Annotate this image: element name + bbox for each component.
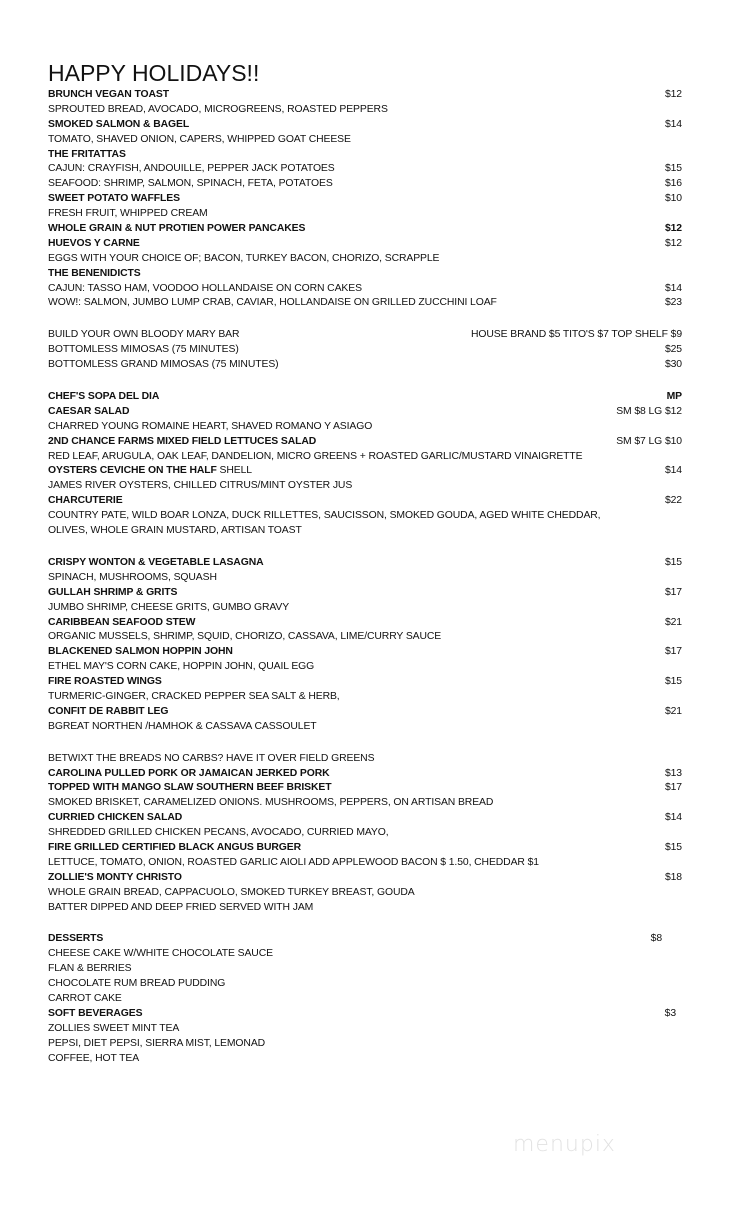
menu-item-heading [48, 675, 682, 690]
item-label-text: WOW!: SALMON, JUMBO LUMP CRAB, CAVIAR, HOLLANDAISE ON GRILLED ZUCCHINI LOAF [48, 297, 497, 309]
item-label [48, 871, 182, 886]
item-label-text: COUNTRY PATE, WILD BOAR LONZA, DUCK RILLETTES, SAUCISSON, SMOKED GOUDA, AGED WHITE CHEDDAR, [48, 510, 601, 522]
item-label [48, 328, 239, 343]
item-label [48, 252, 439, 267]
item-label-text: ZOLLIES SWEET MINT TEA [48, 1022, 180, 1034]
item-label [48, 479, 352, 494]
menu-item-heading [48, 237, 682, 252]
item-label-text: BUILD YOUR OWN BLOODY MARY BAR [48, 329, 240, 341]
item-label-text: BATTER DIPPED AND DEEP FRIED SERVED WITH JAM [48, 901, 314, 913]
menu-item-description [48, 133, 682, 148]
menu-section [48, 752, 682, 916]
item-price: $25 [664, 344, 682, 356]
item-label-text: BOTTOMLESS MIMOSAS (75 MINUTES) [48, 344, 239, 356]
item-label [48, 705, 168, 720]
item-price: $10 [664, 193, 682, 205]
item-price: $16 [664, 178, 682, 190]
item-label [48, 886, 415, 901]
item-label-text: CRISPY WONTON & VEGETABLE LASAGNA [48, 556, 264, 568]
item-price: $23 [664, 297, 682, 309]
item-label-text: CARIBBEAN SEAFOOD STEW [48, 616, 196, 628]
item-label [48, 720, 317, 735]
menu-item-heading [48, 390, 682, 405]
menu-item-description [48, 690, 682, 705]
item-label [48, 556, 264, 571]
menu-item-heading [48, 494, 682, 509]
item-label-text: CONFIT DE RABBIT LEG [48, 705, 169, 717]
menu-item-description [48, 1022, 682, 1037]
menu-item-description [48, 252, 682, 267]
item-label [48, 645, 233, 660]
menu-item-heading [48, 871, 682, 886]
item-label [48, 616, 195, 631]
item-price: $17 [664, 586, 682, 598]
item-label-text: SWEET POTATO WAFFLES [48, 193, 180, 205]
item-label [48, 177, 333, 192]
item-label [48, 932, 103, 947]
item-label-text: DESSERTS [48, 933, 104, 945]
section-divider-space [48, 373, 682, 390]
item-label [48, 660, 314, 675]
menu-item-description [48, 282, 682, 297]
item-label [48, 282, 362, 297]
item-price: $30 [664, 359, 682, 371]
item-label-text: SMOKED SALMON & BAGEL [48, 118, 190, 130]
menu-title: HAPPY HOLIDAYS!! [48, 60, 260, 86]
menu-item-heading [48, 88, 682, 103]
item-label [48, 222, 305, 237]
menu-item-description [48, 509, 682, 524]
menu-item-description [48, 358, 682, 373]
item-label [48, 450, 583, 465]
item-label [48, 601, 289, 616]
item-label [48, 1022, 179, 1037]
menu-item-description [48, 177, 682, 192]
item-label [48, 103, 388, 118]
item-label [48, 133, 351, 148]
item-label [48, 1037, 265, 1052]
item-label-text: FLAN & BERRIES [48, 963, 132, 975]
section-divider-space [48, 311, 682, 328]
menu-item-description [48, 720, 682, 735]
item-label [48, 509, 600, 524]
item-label [48, 841, 301, 856]
item-label-text: FRESH FRUIT, WHIPPED CREAM [48, 208, 208, 220]
menu-item-heading [48, 705, 682, 720]
menu-section [48, 390, 682, 539]
item-label-text: CURRIED CHICKEN SALAD [48, 812, 183, 824]
item-price: $21 [664, 705, 682, 717]
item-label-text: BOTTOMLESS GRAND MIMOSAS (75 MINUTES) [48, 359, 279, 371]
menu-item-description [48, 479, 682, 494]
menu-item-heading [48, 148, 682, 163]
item-label [48, 796, 493, 811]
menu-item-description [48, 977, 682, 992]
item-label-text: RED LEAF, ARUGULA, OAK LEAF, DANDELION, MICRO GREENS + ROASTED GARLIC/MUSTARD VINAIGRETTE [48, 450, 583, 462]
item-label [48, 207, 208, 222]
menu-item-description [48, 630, 682, 645]
item-label [48, 88, 169, 103]
menu-item-heading [48, 767, 682, 782]
section-divider-space [48, 539, 682, 556]
item-price: $14 [664, 465, 682, 477]
menu-item-heading [48, 556, 682, 571]
item-price: $14 [664, 812, 682, 824]
item-label [48, 811, 182, 826]
item-label-text: CAESAR SALAD [48, 405, 130, 417]
item-label [48, 464, 252, 479]
item-label-text: CAJUN: TASSO HAM, VOODOO HOLLANDAISE ON CORN CAKES [48, 282, 362, 294]
item-label-text: TURMERIC-GINGER, CRACKED PEPPER SEA SALT & HERB, [48, 690, 340, 702]
item-label-text: SEAFOOD: SHRIMP, SALMON, SPINACH, FETA, POTATOES [48, 178, 333, 190]
item-label-text: 2ND CHANCE FARMS MIXED FIELD LETTUCES SALAD [48, 435, 317, 447]
item-label [48, 118, 189, 133]
item-label-text: CHOCOLATE RUM BREAD PUDDING [48, 978, 226, 990]
menu-item-heading [48, 1007, 682, 1022]
item-label [48, 767, 330, 782]
item-price: $12 [664, 89, 682, 100]
item-label-text: SPINACH, MUSHROOMS, SQUASH [48, 571, 217, 583]
item-label [48, 901, 313, 916]
item-price: $13 [664, 767, 682, 779]
menu-sections [48, 88, 682, 1066]
item-label-text: FIRE GRILLED CERTIFIED BLACK ANGUS BURGER [48, 841, 301, 853]
item-label [48, 781, 331, 796]
item-label [48, 947, 273, 962]
item-label-text: CHARCUTERIE [48, 495, 123, 507]
menu-item-heading [48, 586, 682, 601]
item-label-text: JAMES RIVER OYSTERS, CHILLED CITRUS/MINT OYSTER JUS [48, 480, 353, 492]
item-label [48, 992, 122, 1007]
item-label-text: OLIVES, WHOLE GRAIN MUSTARD, ARTISAN TOAST [48, 525, 302, 537]
menu-item-description [48, 296, 682, 311]
menu-item-description [48, 207, 682, 222]
menu-item-description [48, 796, 682, 811]
item-label-text: SPROUTED BREAD, AVOCADO, MICROGREENS, ROASTED PEPPERS [48, 103, 388, 115]
menu-item-description [48, 571, 682, 586]
item-label-text: WHOLE GRAIN BREAD, CAPPACUOLO, SMOKED TURKEY BREAST, GOUDA [48, 886, 415, 898]
item-label-text: OYSTERS CEVICHE ON THE HALF [48, 465, 217, 477]
item-price: $3 [664, 1007, 676, 1019]
menu-item-heading [48, 405, 682, 420]
item-price: $21 [664, 616, 682, 628]
item-label-text: BGREAT NORTHEN /HAMHOK & CASSAVA CASSOULET [48, 720, 317, 732]
menu-item-heading [48, 464, 682, 479]
item-price: $15 [664, 163, 682, 175]
menu-item-heading [48, 118, 682, 133]
menu-item-description [48, 162, 682, 177]
item-label [48, 192, 180, 207]
item-label [48, 162, 335, 177]
item-label [48, 856, 539, 871]
item-label-text: SHREDDED GRILLED CHICKEN PECANS, AVOCADO, CURRIED MAYO, [48, 827, 389, 839]
section-divider-space [48, 915, 682, 932]
menu-item-description [48, 660, 682, 675]
item-label [48, 405, 129, 420]
menu-section [48, 556, 682, 735]
item-label [48, 571, 217, 586]
item-label [48, 148, 126, 163]
menu-section [48, 88, 682, 311]
item-label [48, 296, 497, 311]
menu-item-heading [48, 645, 682, 660]
item-label-text: PEPSI, DIET PEPSI, SIERRA MIST, LEMONAD [48, 1037, 266, 1049]
menu-item-heading [48, 811, 682, 826]
item-label [48, 420, 372, 435]
menu-item-description [48, 901, 682, 916]
item-label [48, 752, 374, 767]
item-label [48, 826, 389, 841]
item-label [48, 962, 131, 977]
item-label-text: CARROT CAKE [48, 992, 122, 1004]
menu-item-description [48, 947, 682, 962]
item-price: $15 [664, 556, 682, 568]
section-divider-space [48, 735, 682, 752]
item-label-text: BLACKENED SALMON HOPPIN JOHN [48, 646, 233, 658]
menu-item-heading [48, 841, 682, 856]
menu-item-heading [48, 616, 682, 631]
item-label-text: FIRE ROASTED WINGS [48, 676, 162, 688]
item-label [48, 675, 162, 690]
menu-item-description [48, 601, 682, 616]
item-price: HOUSE BRAND $5 TITO'S $7 TOP SHELF $9 [471, 329, 682, 341]
item-price: $17 [664, 646, 682, 658]
menu-item-description [48, 992, 682, 1007]
item-label [48, 358, 279, 373]
item-label-text: TOPPED WITH MANGO SLAW SOUTHERN BEEF BRISKET [48, 782, 332, 794]
menu-item-description [48, 962, 682, 977]
item-label-text: ORGANIC MUSSELS, SHRIMP, SQUID, CHORIZO, CASSAVA, LIME/CURRY SAUCE [48, 631, 442, 643]
menu-item-description [48, 886, 682, 901]
menu-item-description [48, 856, 682, 871]
item-label [48, 977, 225, 992]
menu-item-heading [48, 222, 682, 237]
item-price: $14 [664, 118, 682, 130]
item-price: $12 [664, 237, 682, 249]
item-label [48, 494, 123, 509]
item-label [48, 1007, 142, 1022]
item-label [48, 267, 141, 282]
item-label-text: CAROLINA PULLED PORK OR JAMAICAN JERKED PORK [48, 767, 330, 779]
menu-section [48, 932, 682, 1066]
item-label [48, 524, 302, 539]
menu-item-description [48, 1052, 682, 1067]
item-label [48, 435, 316, 450]
item-label-text: WHOLE GRAIN & NUT PROTIEN POWER PANCAKES [48, 223, 306, 235]
item-price: $15 [664, 841, 682, 853]
item-label-suffix: SHELL [216, 465, 252, 477]
item-price: MP [666, 391, 682, 403]
item-label [48, 690, 340, 705]
item-label-text: ETHEL MAY'S CORN CAKE, HOPPIN JOHN, QUAIL EGG [48, 661, 315, 673]
menu-item-description [48, 343, 682, 358]
item-price: $22 [664, 495, 682, 507]
item-label-text: CHEF'S SOPA DEL DIA [48, 391, 160, 403]
item-label-text: CAJUN: CRAYFISH, ANDOUILLE, PEPPER JACK POTATOES [48, 163, 335, 175]
item-label-text: BRUNCH VEGAN TOAST [48, 89, 169, 100]
menu-item-heading [48, 192, 682, 207]
menu-item-description [48, 524, 682, 539]
item-label [48, 586, 177, 601]
menu-item-description [48, 420, 682, 435]
item-price: $14 [664, 282, 682, 294]
menu-item-heading [48, 781, 682, 796]
item-label-text: TOMATO, SHAVED ONION, CAPERS, WHIPPED GOAT CHEESE [48, 133, 351, 145]
menu-page [48, 58, 682, 1066]
menu-item-description [48, 450, 682, 465]
menu-item-description [48, 752, 682, 767]
item-price: $15 [664, 676, 682, 688]
menu-item-description [48, 328, 682, 343]
watermark-logo: menupix [513, 1132, 616, 1157]
item-label-text: THE FRITATTAS [48, 148, 126, 160]
item-label-text: SOFT BEVERAGES [48, 1007, 143, 1019]
item-label-text: THE BENENIDICTS [48, 267, 141, 279]
item-label-text: BETWIXT THE BREADS NO CARBS? HAVE IT OVER FIELD GREENS [48, 752, 375, 764]
item-label [48, 1052, 139, 1067]
item-price: $8 [650, 933, 662, 945]
menu-item-description [48, 826, 682, 841]
item-price: SM $7 LG $10 [616, 435, 682, 447]
item-label-text: JUMBO SHRIMP, CHEESE GRITS, GUMBO GRAVY [48, 601, 290, 613]
item-label-text: EGGS WITH YOUR CHOICE OF; BACON, TURKEY BACON, CHORIZO, SCRAPPLE [48, 252, 440, 264]
item-price: $12 [664, 223, 682, 235]
item-label [48, 237, 140, 252]
item-label-text: GULLAH SHRIMP & GRITS [48, 586, 178, 598]
item-label-text: CHARRED YOUNG ROMAINE HEART, SHAVED ROMANO Y ASIAGO [48, 420, 373, 432]
menu-section [48, 328, 682, 373]
menu-item-heading [48, 435, 682, 450]
item-label-text: HUEVOS Y CARNE [48, 237, 140, 249]
item-label-text: LETTUCE, TOMATO, ONION, ROASTED GARLIC AIOLI ADD APPLEWOOD BACON $ 1.50, CHEDDAR $1 [48, 856, 539, 868]
item-label-text: CHEESE CAKE W/WHITE CHOCOLATE SAUCE [48, 948, 273, 960]
item-label [48, 390, 159, 405]
item-label [48, 343, 239, 358]
menu-item-description [48, 1037, 682, 1052]
menu-item-heading [48, 932, 682, 947]
item-price: SM $8 LG $12 [616, 405, 682, 417]
item-price: $17 [664, 782, 682, 794]
item-label-text: SMOKED BRISKET, CARAMELIZED ONIONS. MUSHROOMS, PEPPERS, ON ARTISAN BREAD [48, 797, 494, 809]
item-label-text: COFFEE, HOT TEA [48, 1052, 140, 1064]
item-label-text: ZOLLIE'S MONTY CHRISTO [48, 871, 182, 883]
menu-item-heading [48, 267, 682, 282]
item-label [48, 630, 441, 645]
menu-item-description [48, 103, 682, 118]
item-price: $18 [664, 871, 682, 883]
